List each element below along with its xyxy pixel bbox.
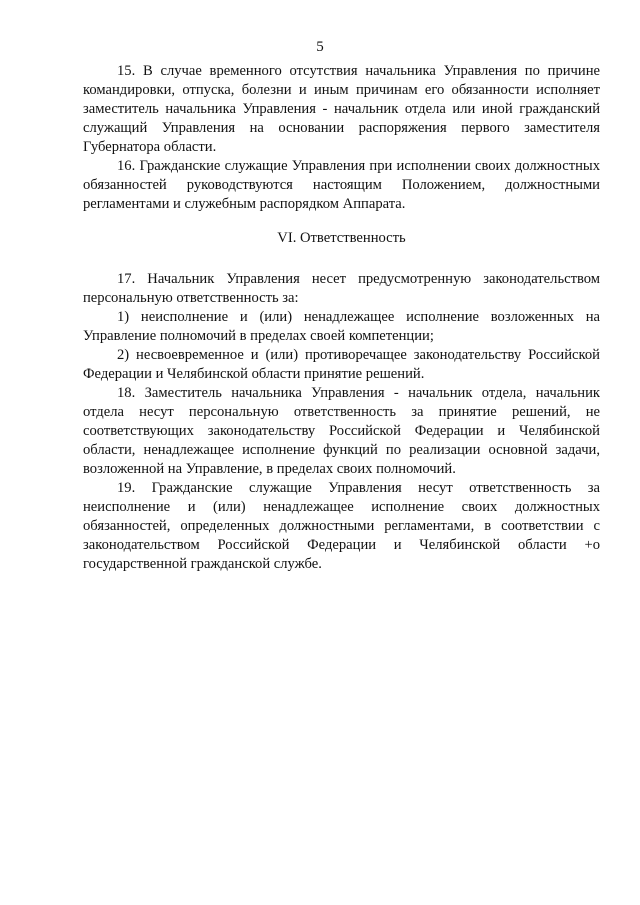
paragraph-19: 19. Гражданские служащие Управления несут ответственность за неисполнение и (или) ненадлежащее исполнение своих должностных обязанностей, определенных должностными регламентами, в соответствии с законодательством Российской Федерации и Челябинской области +о государственной гражданской службе. [83,480,600,572]
page-number: 5 [316,39,324,55]
paragraph-18: 18. Заместитель начальника Управления - начальник отдела, начальник отдела несут персональную ответственность за принятие решений, не соответствующих законодательству Российской Федерации и Челябинской области, ненадлежащее исполнение функций по реализации основной задачи, возложенной на Управление, в пределах своих полномочий. [83,385,600,477]
document-body [83,62,600,574]
paragraph-17: 17. Начальник Управления несет предусмотренную законодательством персональную ответственность за: [83,271,600,306]
paragraph-17-item-1: 1) неисполнение и (или) ненадлежащее исполнение возложенных на Управление полномочий в пределах своей компетенции; [83,309,600,344]
paragraph-16: 16. Гражданские служащие Управления при исполнении своих должностных обязанностей руководствуются настоящим Положением, должностными регламентами и служебным распорядком Аппарата. [83,158,600,212]
paragraph-15: 15. В случае временного отсутствия начальника Управления по причине командировки, отпуска, болезни и иным причинам его обязанности исполняет заместитель начальника Управления - начальник отдела или иной гражданский служащий Управления на основании распоряжения первого заместителя Губернатора области. [83,63,600,155]
paragraph-17-item-2: 2) несвоевременное и (или) противоречащее законодательству Российской Федерации и Челябинской области принятие решений. [83,347,600,382]
section-heading: VI. Ответственность [277,230,406,246]
